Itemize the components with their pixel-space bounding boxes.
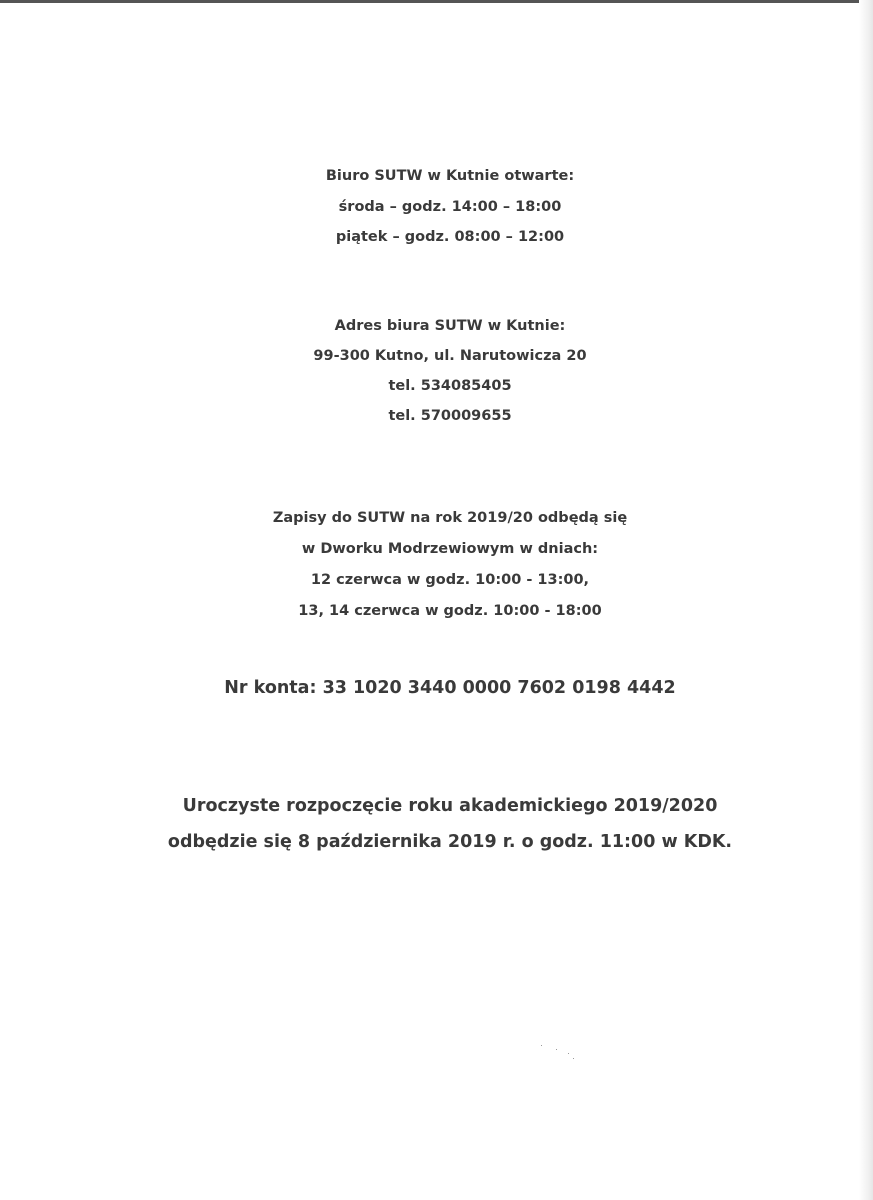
scan-top-edge [0,0,873,3]
office-hours-heading: Biuro SUTW w Kutnie otwarte: [325,168,575,184]
address-phone-1: tel. 534085405 [388,378,512,394]
address-phone-2: tel. 570009655 [388,408,512,424]
address-heading: Adres biura SUTW w Kutnie: [334,318,566,334]
enrollment-line-2: w Dworku Modrzewiowym w dniach: [301,541,599,557]
scan-speck [568,1053,569,1054]
enrollment-line-1: Zapisy do SUTW na rok 2019/20 odbędą się [272,510,628,526]
scan-speck [573,1058,574,1059]
scan-speck [541,1045,542,1046]
inauguration-line-1: Uroczyste rozpoczęcie roku akademickiego 2019/2020 [182,796,718,816]
inauguration-line-2: odbędzie się 8 października 2019 r. o godz. 11:00 w KDK. [167,832,733,852]
enrollment-line-3: 12 czerwca w godz. 10:00 - 13:00, [310,572,590,588]
bank-account-number: Nr konta: 33 1020 3440 0000 7602 0198 4442 [224,678,676,698]
scan-speck [556,1049,557,1050]
office-hours-friday: piątek – godz. 08:00 – 12:00 [335,229,565,245]
office-hours-wednesday: środa – godz. 14:00 – 18:00 [338,199,562,215]
address-street: 99-300 Kutno, ul. Narutowicza 20 [313,348,587,364]
enrollment-line-4: 13, 14 czerwca w godz. 10:00 - 18:00 [298,603,602,619]
